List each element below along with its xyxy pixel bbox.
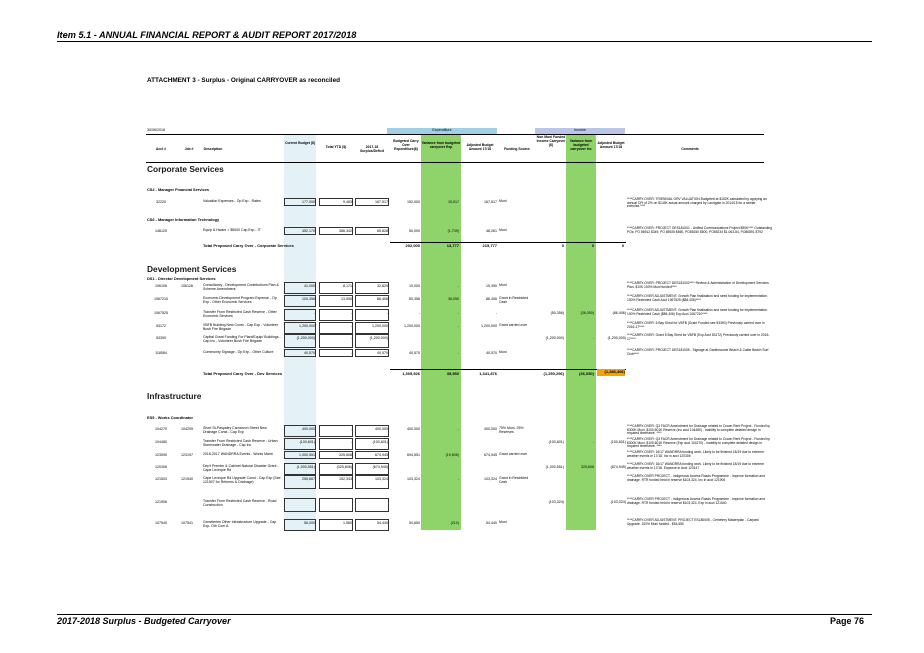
variance-exp-column-shade [421, 135, 461, 530]
corporate-total-vinc: 0 [591, 243, 594, 248]
table-cell-var: - [457, 324, 459, 328]
col-header-current-budget: Current Budget ($) [285, 141, 315, 145]
table-cell-cb: (1,000,551) [296, 465, 315, 469]
table-cell-ytd: - [350, 351, 352, 355]
table-cell-sd: 65,828 [377, 229, 388, 233]
table-cell-adj: - [495, 311, 497, 315]
table-cell-desc: Transfer From Restricted Cash Reserve - Urban Stormwater Drainage - Cap Inc [203, 439, 278, 447]
table-cell-vinc: 325,606 [581, 465, 594, 469]
table-cell-ytd: - [350, 324, 352, 328]
table-cell-inc: (103,324) [548, 500, 564, 504]
col-header-job: Job # [184, 147, 194, 151]
table-cell-bco: 50,356 [409, 297, 420, 301]
table-cell-cmt: ****CARRY-OVER: Q3 FACR Amendment for Drainage related to Crown Rent Project - Funded by $300K Muni, $100,601K Reserve (Exp acct 104270) - Inability to complete detailed design in required timeframe. **** [627, 437, 770, 449]
col-header-comments: Comments [681, 147, 699, 151]
table-cell-fs: 75% Muni, 25% Reserves [499, 426, 524, 434]
table-cell-bco: 1,200,000 [404, 324, 420, 328]
table-cell-fs: Muni [499, 520, 507, 524]
table-cell-desc: Dep't Premier & Cabinet Natural Disaster Grant - Cape Leveque Rd [203, 464, 279, 472]
table-cell-cb: - [313, 311, 315, 315]
table-cell-cb: 56,000 [304, 521, 315, 525]
col-header-total-ytd: Total YTD ($) [325, 145, 347, 149]
table-cell-cmt: ****CARRY-OVER: PROJECT DES181005 - Signage at Gantheaume Beach & Cable Beach Surf Club**** [627, 348, 769, 356]
table-cell-vinc: - [592, 336, 594, 340]
table-cell-sd: 86,406 [377, 297, 388, 301]
table-cell-adj: 1,200,000 [481, 324, 497, 328]
table-cell-job: 106126 [181, 284, 193, 288]
table-cell-bco: 103,324 [407, 477, 420, 481]
table-cell-var: 36,050 [448, 297, 459, 301]
table-cell-ytd: 1,560 [343, 521, 352, 525]
dev-total-bco: 1,305,926 [402, 371, 420, 376]
table-cell-acct: 107540 [155, 521, 167, 525]
footer-rule [57, 614, 872, 615]
table-cell-cb: 1,000,551 [299, 453, 315, 457]
table-cell-adj: 54,440 [486, 521, 497, 525]
table-cell-ainc: (86,406) [612, 311, 626, 315]
table-cell-cmt: ****CARRY-OVER: 5 Bay Shed for VBFB (Grant Funded see 53390) Previously carried over in 2016-17**** [627, 321, 765, 329]
table-cell-sd: (1,200,000) [369, 336, 388, 340]
variance-inc-column-shade [566, 135, 596, 530]
table-cell-adj: 167,517 [484, 200, 497, 204]
col-header-surplus-deficit: 2017-18 Surplus/Deficit [360, 145, 384, 153]
table-cell-var: - [457, 311, 459, 315]
table-cell-desc: Cape Leveque Rd Upgrade Const - Cap Exp (See 121507 for Reforms & Drainage) [203, 476, 281, 484]
table-cell-var: (210) [450, 521, 459, 525]
table-cell-sd: 167,517 [375, 200, 388, 204]
table-cell-job: 121540 [181, 477, 193, 481]
corporate-total-ainc: 0 [621, 243, 624, 248]
table-cell-desc: Valuation Expenses - Op Exp - Rates [203, 199, 261, 203]
page-number: Page 76 [829, 616, 864, 626]
table-cell-cmt: ****CARRY-OVER PROJECT - Indigenous Access Roads Programme - Improve formation and drainage. RTR funded held in reserve $103,324. Exp in acct 121540. [627, 497, 765, 505]
table-cell-var: - [457, 477, 459, 481]
corporate-total-label: Total Proposed Carry Over - Corporate Services [203, 243, 294, 248]
table-cell-desc: Equip & Hware > $5000 Cap Exp - IT [203, 228, 261, 232]
table-cell-cb: 255,667 [302, 477, 315, 481]
table-cell-acct: 106106 [155, 284, 167, 288]
table-cell-vinc: (36,050) [580, 311, 594, 315]
table-cell-ainc: (100,601) [610, 440, 626, 444]
table-cell-bco: 50,000 [409, 229, 420, 233]
cell-box [319, 498, 353, 512]
table-cell-job: 107541 [181, 521, 193, 525]
table-cell-job: 123197 [181, 453, 193, 457]
table-cell-fs: Muni [499, 228, 507, 232]
table-cell-adj: 674,945 [484, 453, 497, 457]
col-header-adjusted-budget-inc: Adjusted Budget Amount 17/18 [597, 141, 625, 149]
table-cell-cb: 40,570 [304, 351, 315, 355]
table-cell-sd: - [386, 311, 388, 315]
table-cell-cmt: ****CARRY-OVER: 16/17 WANDRRA funding work. Likely to be finished 18/19 due to extreme weather events in 17/18. Expense in Acct 123147 [627, 462, 764, 470]
subsection-es5: ES5 - Works Coordinator [147, 415, 193, 420]
table-cell-acct: 1067210 [154, 297, 168, 301]
cell-box [284, 498, 316, 512]
table-cell-fs: Grant in Restricted Cash [499, 476, 529, 484]
dev-total-ainc: (1,286,406) [597, 369, 625, 376]
col-header-budgeted-carry-over: Budgeted Carry Over Expenditure($) [393, 139, 419, 151]
expenditure-group-header: Expenditure [387, 128, 497, 134]
table-cell-cmt: ****CARRY-OVER: PROJECT OES181001 - Unified Communications Project $50K**** Outstanding POs: PO 86912 $349, PO 85925 $660, PO85150 $500, PO85234 $1,063-84, PO86891 $792 [627, 226, 773, 234]
table-cell-bco: 694,551 [407, 453, 420, 457]
table-cell-cb: 1,200,000 [299, 324, 315, 328]
col-header-non-muni-income: Non Muni Funded Income Carryover ($) [536, 135, 566, 147]
table-cell-bco: 152,000 [407, 200, 420, 204]
table-cell-ytd: 386,342 [339, 229, 352, 233]
table-cell-acct: 32220 [156, 200, 166, 204]
table-cell-acct: 104270 [155, 427, 167, 431]
table-cell-adj: 15,390 [486, 284, 497, 288]
subsection-cs6: CS6 - Manager Information Technology [147, 217, 220, 222]
table-cell-ytd: 152,343 [339, 477, 352, 481]
dev-total-inc: (1,250,296) [543, 371, 564, 376]
table-cell-sd: 400,000 [375, 427, 388, 431]
table-cell-ainc: (103,324) [610, 500, 626, 504]
table-cell-desc: Transfer From Restricted Cash Reserve - Other Economic Services [203, 310, 277, 318]
table-cell-cmt: ****CARRY-OVER: TRIENNIAL GRV VALUATION Budgeted at $152K calculated by applying an annual CPI of 2% on $143K actual amount charged by Landgate in 2014/15 for a similar exercise.**** [627, 197, 767, 209]
table-cell-ytd: 325,606 [339, 453, 352, 457]
table-cell-acct: 53390 [156, 336, 166, 340]
table-cell-desc: Consultancy - Development Contributions Plan & Scheme Amendment [203, 283, 279, 291]
table-cell-desc: Community Signage - Op Exp - Other Culture [203, 350, 274, 354]
dev-total-rule [390, 369, 626, 370]
col-header-funding-source: Funding Source [504, 147, 530, 151]
table-cell-ytd: 13,950 [341, 297, 352, 301]
table-cell-acct: 121906 [155, 500, 167, 504]
section-title-development: Development Services [147, 264, 237, 274]
corporate-total-var: 13,777 [446, 243, 459, 248]
dev-total-adj: 1,341,876 [479, 371, 497, 376]
table-cell-sd: 1,200,000 [372, 324, 388, 328]
table-cell-desc: Transfer From Restricted Cash Reserve - Road Construction [203, 499, 277, 507]
table-cell-sd: 40,570 [377, 351, 388, 355]
table-cell-var: - [457, 427, 459, 431]
table-cell-acct: 146120 [155, 229, 167, 233]
table-cell-cmt: ****CARRY-OVER: Q3 FACR Amendment for Drainage related to Crown Rent Project - Funded by $300K Muni, $100,601K Reserve (Inc acct 104480) - Inability to complete detailed design in required timeframe. **** [627, 424, 770, 436]
table-cell-inc: (100,601) [548, 440, 564, 444]
table-cell-desc: Cemeteries Other Infrastructure Upgrade - Cap Exp- Oth Com A [203, 520, 277, 528]
table-cell-sd: (100,601) [372, 440, 388, 444]
table-cell-sd: (674,945) [372, 465, 388, 469]
table-cell-fs: Grant carried over [499, 323, 528, 327]
table-cell-desc: Capital Grant Funding For Plant/Equip/ Buildings - Cap Inc - Volunteer Bush Fire Brigade [203, 335, 281, 343]
header-bottom-rule [146, 162, 764, 163]
table-cell-sd: 674,945 [375, 453, 388, 457]
table-cell-var: - [457, 284, 459, 288]
table-cell-cmt: ****CARRY-OVER ADJUSTMENT: Growth Plan finalisation and seed funding for implementation. 100% Restricted Cash ($86,406) Exp Acct 1067210**** [627, 308, 768, 316]
table-cell-ainc: (1,200,000) [607, 336, 626, 340]
corporate-total-adj: 215,777 [482, 243, 497, 248]
table-cell-bco: 40,570 [409, 351, 420, 355]
table-cell-ytd: - [350, 440, 352, 444]
table-cell-acct: 1067525 [154, 311, 168, 315]
table-cell-var: - [457, 351, 459, 355]
corporate-total-inc: 0 [561, 243, 564, 248]
table-cell-acct: 123090 [155, 453, 167, 457]
table-cell-acct: 121503 [155, 477, 167, 481]
table-cell-ainc: (674,945) [610, 465, 626, 469]
dev-total-label: Total Proposed Carry Over - Dev Services [203, 371, 283, 376]
table-cell-cmt: ****CARRY-OVER PROJECT - Indigenous Access Roads Programme - Improve formation and drainage. RTR funded held in reserve $103,324. Inc in acct 121906 [627, 474, 765, 482]
cell-box [355, 498, 389, 512]
table-cell-adj: 103,324 [484, 477, 497, 481]
table-cell-ytd: - [350, 427, 352, 431]
subsection-cs2: CS2 - Manager Financial Services [147, 187, 210, 192]
table-cell-cb: (100,601) [299, 440, 315, 444]
attachment-title: ATTACHMENT 3 - Surplus - Original CARRYOVER as reconciled [147, 77, 341, 84]
table-cell-ytd: - [350, 336, 352, 340]
table-cell-bco: - [418, 311, 420, 315]
table-cell-cb: 400,000 [302, 427, 315, 431]
table-cell-cmt: ****CARRY-OVER: PROJECT DES181002**** Review & Administration of Development Services Plan. $10K 100% Muni funded**** [627, 281, 769, 289]
table-cell-ytd: 9,483 [343, 200, 352, 204]
table-cell-acct: 120306 [155, 465, 167, 469]
table-cell-var: (1,739) [447, 229, 459, 233]
table-cell-cb: 177,000 [302, 200, 315, 204]
col-header-variance-exp: Variance from budgeted carryover Exp [421, 141, 461, 149]
table-cell-fs: Muni [499, 350, 507, 354]
table-cell-fs: Grant in Restricted Cash [499, 296, 529, 304]
table-cell-acct: 118084 [155, 351, 167, 355]
table-cell-cmt: ****CARRY-OVER: Grant 5 Bay Shed for VBFB (Exp Acct 53172) Previously carried over in 2016-17**** [627, 333, 770, 341]
income-group-header: Income [535, 128, 625, 134]
table-cell-cb: (1,200,000) [296, 336, 315, 340]
table-cell-adj: 40,570 [486, 351, 497, 355]
table-cell-fs: Muni [499, 199, 507, 203]
table-cell-adj: 86,406 [486, 297, 497, 301]
table-cell-fs: Muni [499, 283, 507, 287]
table-cell-bco: 10,000 [409, 284, 420, 288]
table-cell-inc: (50,356) [550, 311, 564, 315]
table-cell-cmt: ****CARRY-OVER: 16/17 WANDRRA funding work. Likely to be finished 18/19 due to extreme weather events in 17/18. Inc in acct 120306 [627, 450, 764, 458]
table-cell-ytd: - [350, 311, 352, 315]
table-cell-inc: (1,000,551) [545, 465, 564, 469]
section-title-infrastructure: Infrastructure [147, 391, 202, 401]
table-cell-bco: 54,650 [409, 521, 420, 525]
footer-title: 2017-2018 Surplus - Budgeted Carryover [57, 616, 231, 626]
col-header-adjusted-budget: Adjusted Budget Amount 17/18 [466, 143, 494, 151]
table-cell-job: 104299 [181, 427, 193, 431]
table-cell-ytd: (325,606) [336, 465, 352, 469]
table-cell-desc: 2016-2017 WANDRRA Events - Works Maint [203, 452, 273, 456]
table-cell-desc: Economic Development Program Expense - Op Exp - Other Economic Services [203, 296, 277, 304]
table-cell-cmt: ****CARRY-OVER ADJUSTMENT: Growth Plan finalisation and seed funding for implementation. 100% Restricted Cash Acct 1067525 ($86,406)**** [627, 294, 768, 302]
header-top-rule [146, 134, 764, 135]
table-cell-desc: Short St-Paspaley Carnarvon Street New Drainage Const - Cap Exp [203, 426, 267, 434]
table-cell-cmt: ****CARRY-OVER ADJUSTMENT: PROJECT ES180005 - Cemetery Masterplan - Carpark Upgrade. 100% Muni funded - $54,650 [627, 518, 759, 526]
section-title-corporate: Corporate Services [147, 164, 224, 174]
corporate-total-bco: 202,000 [405, 243, 420, 248]
table-cell-sd: 103,324 [375, 477, 388, 481]
table-cell-sd: 32,829 [377, 284, 388, 288]
table-cell-var: 15,517 [448, 200, 459, 204]
col-header-description: Description [203, 147, 223, 151]
table-cell-cb: 452,170 [302, 229, 315, 233]
table-cell-acct: 53172 [156, 324, 166, 328]
table-cell-ytd: 8,171 [343, 284, 352, 288]
table-cell-bco: 400,000 [407, 427, 420, 431]
page-header-title: Item 5.1 - ANNUAL FINANCIAL REPORT & AUDIT REPORT 2017/2018 [57, 30, 357, 40]
dev-total-var: 35,950 [446, 371, 459, 376]
col-header-acct: Acct # [155, 147, 167, 151]
table-cell-desc: VBFB Building New Const - Cap Exp - Volunteer Bush Fire Brigade [203, 323, 279, 331]
table-cell-inc: (1,200,000) [545, 336, 564, 340]
table-cell-acct: 104480 [155, 440, 167, 444]
table-cell-fs: Grant carried over [499, 452, 528, 456]
table-cell-adj: 400,000 [484, 427, 497, 431]
table-cell-var: (19,606) [445, 453, 459, 457]
dev-total-vinc: (36,050) [579, 371, 594, 376]
col-header-variance-inc: Variance from budgeted carryover Inc [569, 139, 593, 151]
subsection-ds1: DS1 - Director Development Services [147, 276, 216, 281]
table-cell-adj: 48,261 [486, 229, 497, 233]
table-cell-cb: 41,000 [304, 284, 315, 288]
table-cell-vinc: - [592, 440, 594, 444]
table-cell-sd: 54,440 [377, 521, 388, 525]
report-date: 30/06/2018 [147, 128, 165, 132]
table-cell-cb: 100,356 [302, 297, 315, 301]
